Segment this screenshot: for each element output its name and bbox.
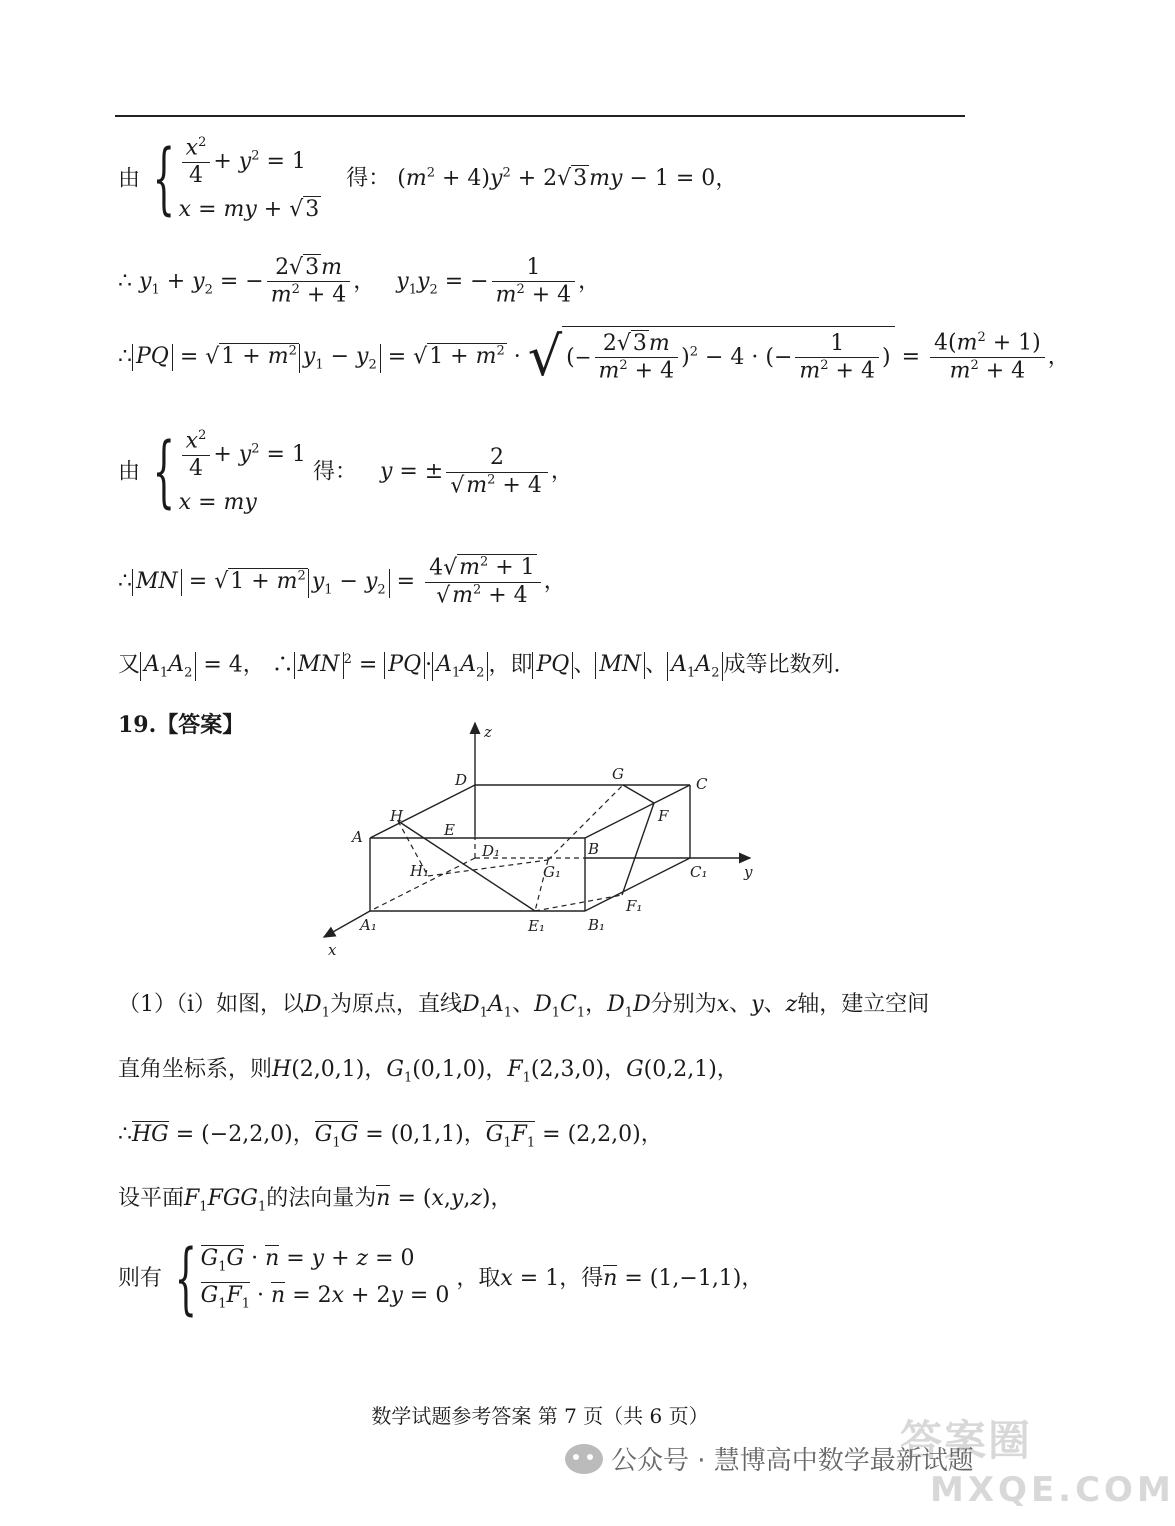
label-H1: H₁ (410, 862, 430, 880)
label-x-axis: x (328, 941, 337, 959)
label-C: C (696, 775, 708, 793)
label-G: G (612, 765, 624, 783)
eq-system-2: 由 { $\frac{x^2}{4}$ + $y^2 = 1$ x = my 得： y = ± $\frac{2}{√m^2 + 4}$ ， (118, 427, 573, 518)
label-D1: D₁ (482, 842, 501, 860)
label-A1: A₁ (360, 916, 377, 934)
label-F1: F₁ (626, 897, 643, 915)
solution-line-3: ∴HG = (−2,2,0)，$G_1G = (0,1,1)$，$G_1F_1 = (2,2,0)$， (118, 1122, 663, 1151)
prism-figure (310, 715, 770, 960)
watermark-url: MXQE.COM (930, 1470, 1175, 1510)
label-H: H (390, 807, 404, 825)
label-E1: E₁ (528, 917, 545, 935)
label-G1: G₁ (543, 863, 561, 881)
eq-system-1: 由 { $\frac{x^2}{4}$ + $y^2 = 1$ x = my + √3 得： $(m^2 + 4)y^2 + 2√3my - 1 = 0$， (118, 134, 738, 225)
watermark-stamp: 答案圈 (900, 1416, 1033, 1465)
solution-line-2: 直角坐标系，则H(2,0,1)，$G_1(0,1,0)$，$F_1(2,3,0)$，G(0,2,1)， (118, 1057, 739, 1086)
eq-mn-length: ∴ MN = $√1 + m^2$ $y_1 - y_2$ = $\frac{4√m^2 + 1}{√m^2 + 4}$ ， (118, 555, 566, 609)
solution-line-5: 则有 { $G_1G \cdot n = y + z = 0$ $G_1F_1 \cdot n = 2x + 2y = 0$ ，取x = 1，得n = (1,−1,1)， (118, 1234, 764, 1324)
header-rule (115, 115, 965, 117)
watermark-text: 公众号 · 慧博高中数学最新试题 (611, 1446, 974, 1476)
solution-line-4: 设平面$F_1FGG_1$的法向量为n = (x,y,z)， (118, 1186, 513, 1215)
label-B: B (588, 840, 600, 858)
label-B1: B₁ (588, 916, 606, 934)
eq-pq-length: ∴ PQ = $√1 + m^2$ $y_1 - y_2 = √1 + m^2$ · √ (− $\frac{2√3m}{m^2 + 4}$ )$^2$ − 4 · (− $\frac{1}{m^2 + 4}$ ) = $\frac{4(m^2 + 1)}{m^2 + 4}$ ， (118, 325, 1070, 388)
label-D: D (455, 771, 468, 789)
wechat-icon (565, 1444, 603, 1474)
page-footer: 数学试题参考答案 第 7 页（共 6 页） (371, 1404, 709, 1428)
label-F: F (658, 807, 669, 825)
label-C1: C₁ (690, 863, 708, 881)
label-A: A (352, 828, 363, 846)
eq-conclusion: 又 $A_1A_2 = 4$， ∴ MN $^2$ = PQ · $A_1A_2$ ，即 PQ 、 MN 、 $A_1A_2$ 成等比数列. (118, 652, 841, 681)
question-19-label: 19.【答案】 (118, 712, 245, 738)
watermark (565, 1440, 974, 1477)
label-z-axis: z (484, 723, 492, 741)
eq-vieta: ∴ $y_1 + y_2$ = − $\frac{2√3m}{m^2 + 4}$ ， $y_1y_2$ = − $\frac{1}{m^2 + 4}$ ， (118, 255, 601, 308)
label-E: E (444, 821, 455, 839)
solution-line-1: （1）（ⅰ）如图，以$D_1$为原点，直线$D_1A_1$、$D_1C_1$，$D_1D$分别为x、y、z轴，建立空间 (118, 992, 930, 1021)
label-y-axis: y (744, 863, 753, 881)
